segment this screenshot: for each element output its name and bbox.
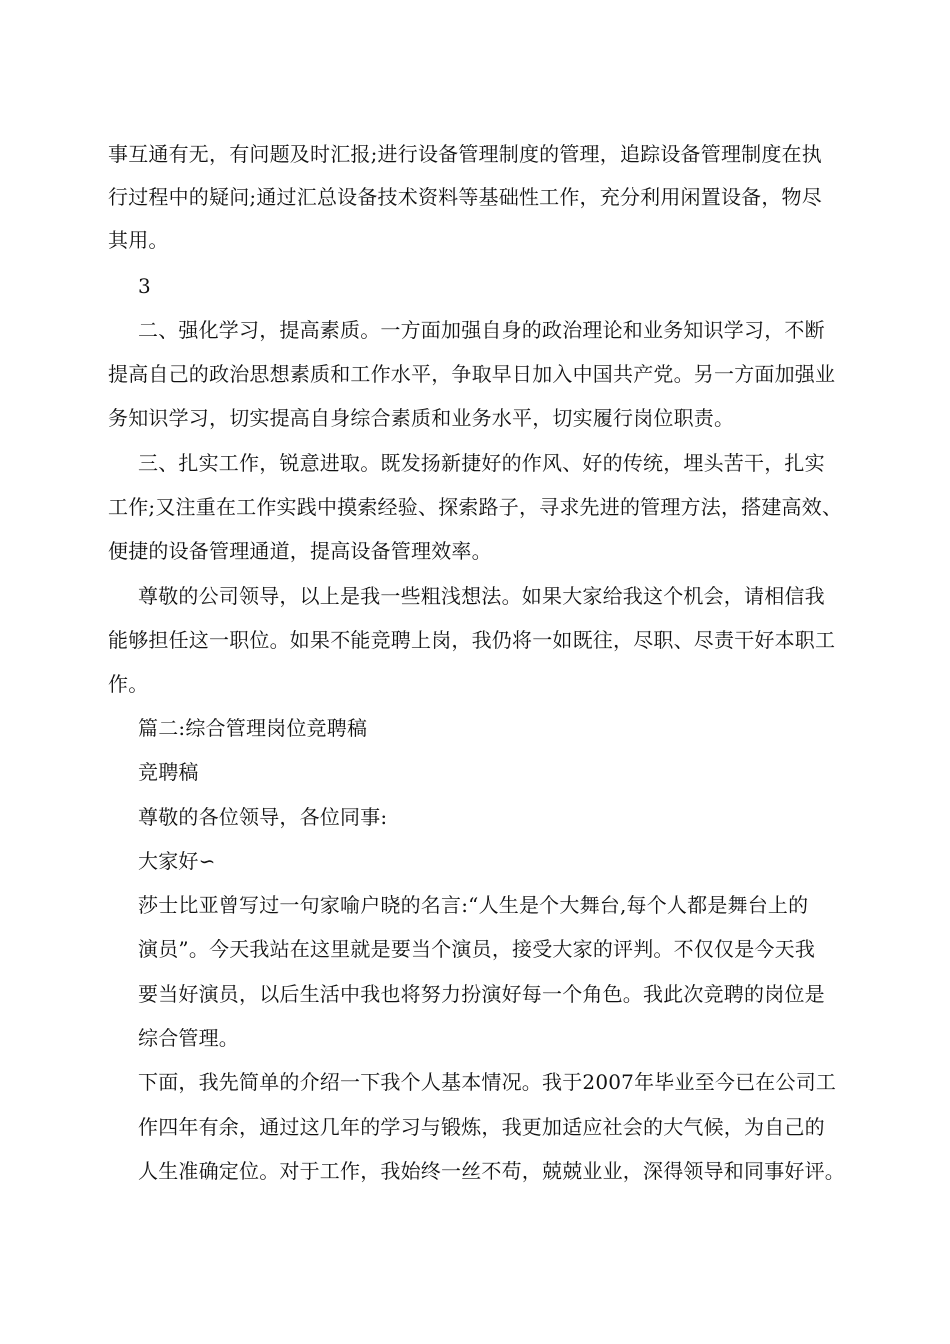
salutation: 尊敬的各位领导，各位同事:: [138, 805, 388, 829]
text-line: 便捷的设备管理通道，提高设备管理效率。: [108, 539, 492, 563]
text-line: 提高自己的政治思想素质和工作水平，争取早日加入中国共产党。另一方面加强业: [108, 362, 836, 386]
text-line: 人生准确定位。对于工作，我始终一丝不苟，兢兢业业，深得领导和同事好评。: [138, 1159, 845, 1183]
text-line: 二、强化学习，提高素质。一方面加强自身的政治理论和业务知识学习，不断: [138, 318, 825, 342]
text-line: 莎士比亚曾写过一句家喻户晓的名言:“人生是个大舞台,每个人都是舞台上的: [138, 893, 809, 917]
text-line: 务知识学习，切实提高自身综合素质和业务水平，切实履行岗位职责。: [108, 406, 735, 430]
text-line: 下面，我先简单的介绍一下我个人基本情况。我于2007年毕业至今已在公司工: [138, 1070, 837, 1094]
text-line: 要当好演员，以后生活中我也将努力扮演好每一个角色。我此次竞聘的岗位是: [138, 982, 825, 1006]
text-line: 作。: [108, 672, 149, 696]
document-title: 竞聘稿: [138, 760, 199, 784]
page-number: 3: [138, 274, 151, 298]
text-line: 作四年有余，通过这几年的学习与锻炼，我更加适应社会的大气候，为自己的: [138, 1115, 825, 1139]
text-line: 尊敬的公司领导，以上是我一些粗浅想法。如果大家给我这个机会，请相信我: [138, 584, 825, 608]
text-line: 能够担任这一职位。如果不能竞聘上岗，我仍将一如既往，尽职、尽责干好本职工: [108, 628, 836, 652]
text-line: 综合管理。: [138, 1026, 239, 1050]
text-line: 其用。: [108, 228, 169, 252]
text-line: 三、扎实工作，锐意进取。既发扬新捷好的作风、好的传统，埋头苦干，扎实: [138, 451, 825, 475]
greeting: 大家好∽: [138, 849, 216, 873]
text-line: 演员”。今天我站在这里就是要当个演员，接受大家的评判。不仅仅是今天我: [138, 937, 816, 961]
text-line: 行过程中的疑问;通过汇总设备技术资料等基础性工作，充分利用闲置设备，物尽: [108, 185, 822, 209]
text-line: 工作;又注重在工作实践中摸索经验、探索路子，寻求先进的管理方法，搭建高效、: [108, 495, 843, 519]
section-heading: 篇二:综合管理岗位竞聘稿: [138, 716, 368, 740]
text-line: 事互通有无，有问题及时汇报;进行设备管理制度的管理，追踪设备管理制度在执: [108, 142, 822, 166]
